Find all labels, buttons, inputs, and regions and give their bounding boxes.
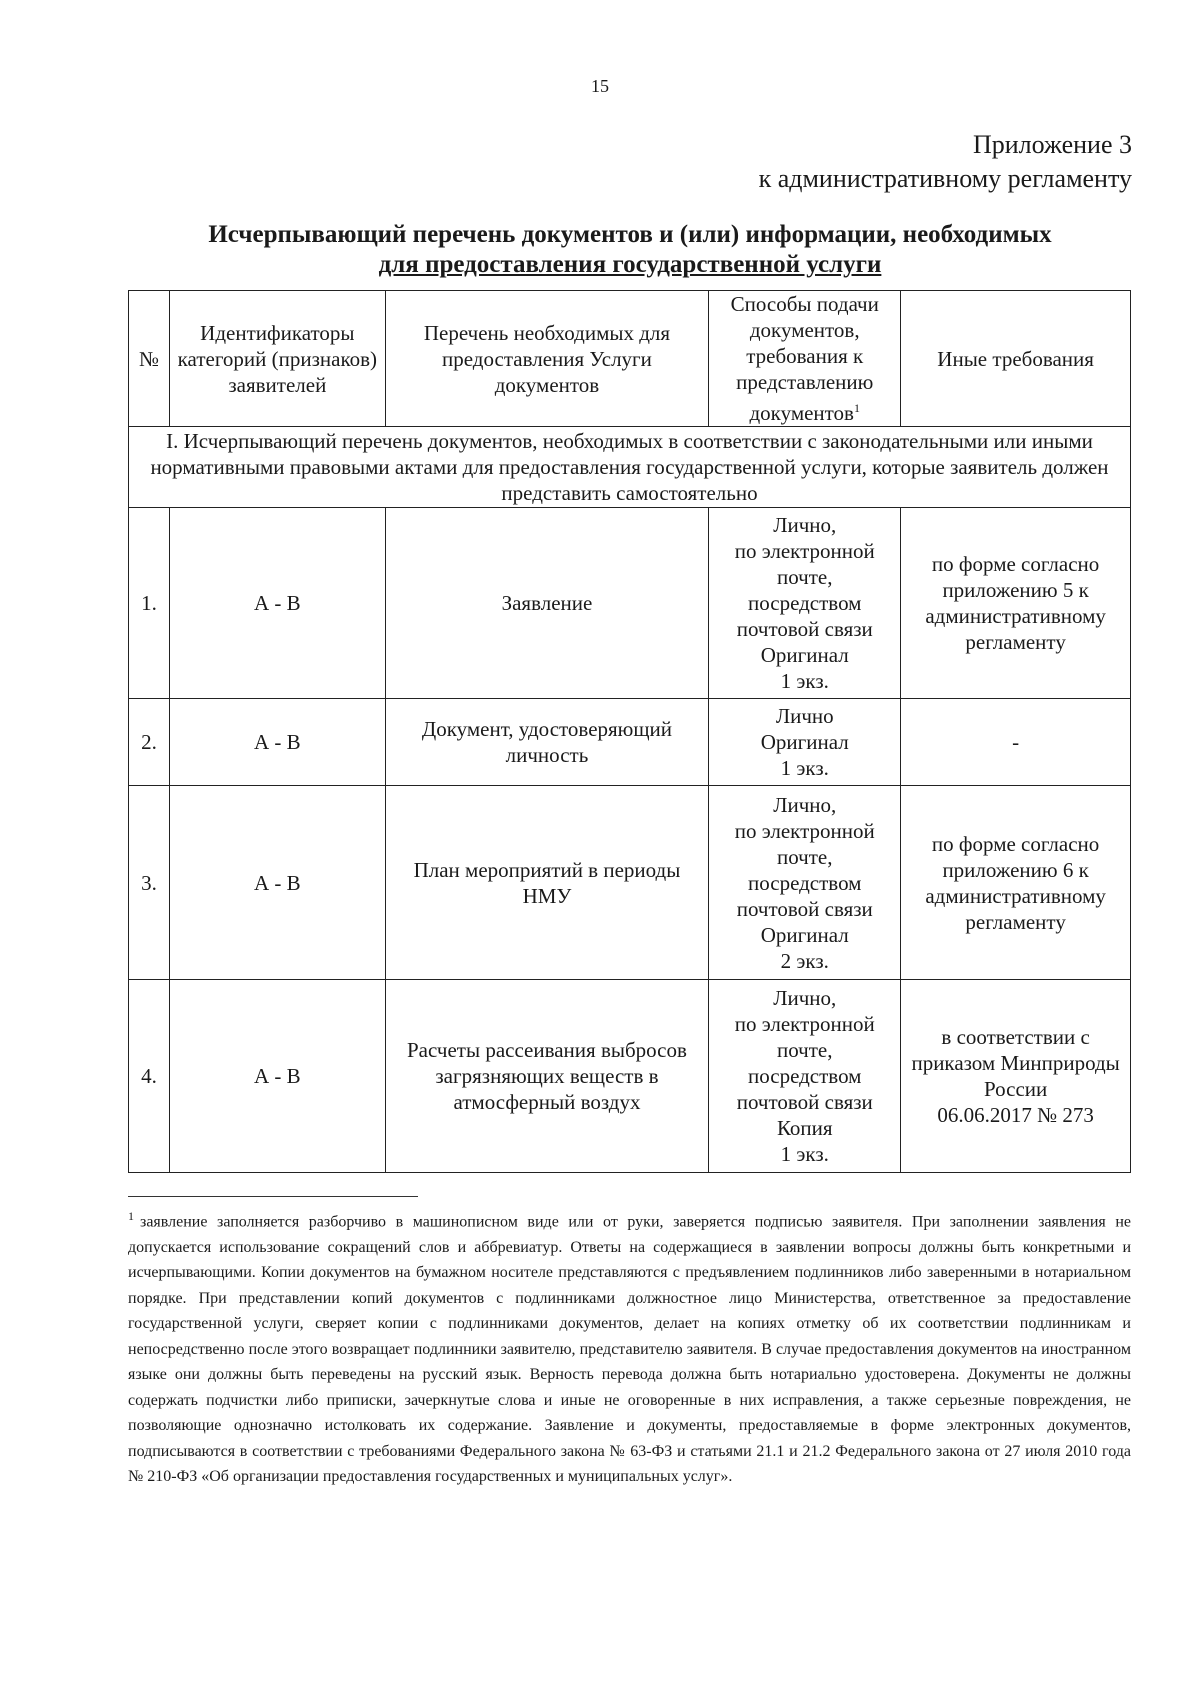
table-row (129, 699, 1131, 786)
method-line: по электронной почте, (734, 818, 875, 869)
method-line: посредством почтовой связи (736, 591, 873, 641)
method-line: Оригинал (760, 730, 849, 754)
footnote-mark: 1 (128, 1209, 134, 1223)
method-line: по электронной почте, (734, 1012, 875, 1062)
row-document: Заявление (385, 508, 709, 699)
header-identifiers: Идентификаторы категорий (признаков) заявителей (169, 291, 385, 427)
row-other: - (901, 699, 1131, 786)
document-title (140, 220, 1120, 280)
row-methods (709, 980, 901, 1173)
row-other: по форме согласно приложению 5 к административному регламенту (901, 508, 1131, 699)
row-document: Документ, удостоверяющий личность (385, 699, 709, 786)
header-other: Иные требования (901, 291, 1131, 427)
method-line: по электронной почте, (734, 539, 875, 589)
row-document: План мероприятий в периоды НМУ (385, 786, 709, 980)
row-methods (709, 508, 901, 699)
method-line: Лично, (773, 986, 837, 1010)
documents-table (128, 290, 1131, 1173)
footnote-text: заявление заполняется разборчиво в машинописном виде или от руки, заверяется подписью заявителя. При заполнении заявления не допускается использование сокращений слов и аббревиатур. Ответы на содержащиеся в заявлении вопросы должны быть конкретными и исчерпывающими. Копии документов на бумажном носителе представляются с предъявлением подлинников либо заверенными в нотариальном порядке. При представлении копий документов с подлинниками должностное лицо Министерства, ответственное за предоставление государственной услуги, сверяет копии с подлинниками документов, делает на копиях отметку об их соответствии подлинникам и непосредственно после этого возвращает подлинники заявителю, представителю заявителя. В случае предоставления документов на иностранном языке они должны быть переведены на русский язык. Верность перевода должна быть нотариально удостоверена. Документы не должны содержать подчистки либо приписки, зачеркнутые слова и иные не оговоренные в них исправления, а также серьезные повреждения, не позволяющие однозначно истолковать их содержание. Заявление и документы, предоставляемые в форме электронных документов, подписываются в соответствии с требованиями Федерального закона № 63-ФЗ и статьями 21.1 и 21.2 Федерального закона от 27 июля 2010 года № 210-ФЗ «Об организации предоставления государственных и муниципальных услуг». (128, 1213, 1131, 1486)
section-title: I. Исчерпывающий перечень документов, необходимых в соответствии с законодательными или иными нормативными правовыми актами для предоставления государственной услуги, которые заявитель должен представить самостоятельно (129, 427, 1131, 508)
page-number: 15 (591, 76, 609, 96)
row-number: 3. (129, 786, 170, 980)
method-line: Оригинал (760, 922, 849, 947)
section-row (129, 427, 1131, 508)
header-num: № (129, 291, 170, 427)
other-line: 06.06.2017 № 273 (937, 1103, 1094, 1127)
method-line: 1 экз. (780, 669, 829, 693)
footnote-ref: 1 (853, 401, 860, 415)
appendix-line-1: Приложение 3 (972, 130, 1132, 159)
row-category: А - В (169, 786, 385, 980)
method-line: Лично, (773, 513, 837, 537)
method-line: Оригинал (760, 643, 849, 667)
title-line-1: Исчерпывающий перечень документов и (или) информации, необходимых (208, 221, 1052, 248)
footnote (128, 1204, 1131, 1490)
table-row (129, 508, 1131, 699)
row-other: по форме согласно приложению 6 к административному регламенту (901, 786, 1131, 980)
header-methods-text: Способы подачи документов, требования к представлению документов (730, 292, 879, 425)
row-category: А - В (169, 980, 385, 1173)
row-document: Расчеты рассеивания выбросов загрязняющих веществ в атмосферный воздух (385, 980, 709, 1173)
header-methods (709, 291, 901, 427)
row-category: А - В (169, 699, 385, 786)
row-number: 2. (129, 699, 170, 786)
table-row (129, 786, 1131, 980)
title-line-2: для предоставления государственной услуги (378, 251, 882, 278)
method-line: 2 экз. (780, 948, 829, 973)
appendix-line-2: к административному регламенту (758, 164, 1132, 193)
method-line: Копия (776, 1116, 833, 1140)
method-line: Лично, (773, 792, 837, 817)
row-methods (709, 786, 901, 980)
row-other (901, 980, 1131, 1173)
method-line: 1 экз. (780, 756, 829, 780)
method-line: посредством почтовой связи (736, 870, 873, 921)
appendix-note (759, 128, 1132, 196)
method-line: Лично (775, 704, 834, 728)
row-category: А - В (169, 508, 385, 699)
table-header-row (129, 291, 1131, 427)
table-row (129, 980, 1131, 1173)
method-line: посредством почтовой связи (736, 1064, 873, 1114)
method-line: 1 экз. (780, 1142, 829, 1166)
row-number: 1. (129, 508, 170, 699)
header-documents: Перечень необходимых для предоставления Услуги документов (385, 291, 709, 427)
footnote-divider (128, 1196, 418, 1197)
row-number: 4. (129, 980, 170, 1173)
row-methods (709, 699, 901, 786)
other-line: в соответствии с приказом Минприроды России (911, 1025, 1120, 1101)
